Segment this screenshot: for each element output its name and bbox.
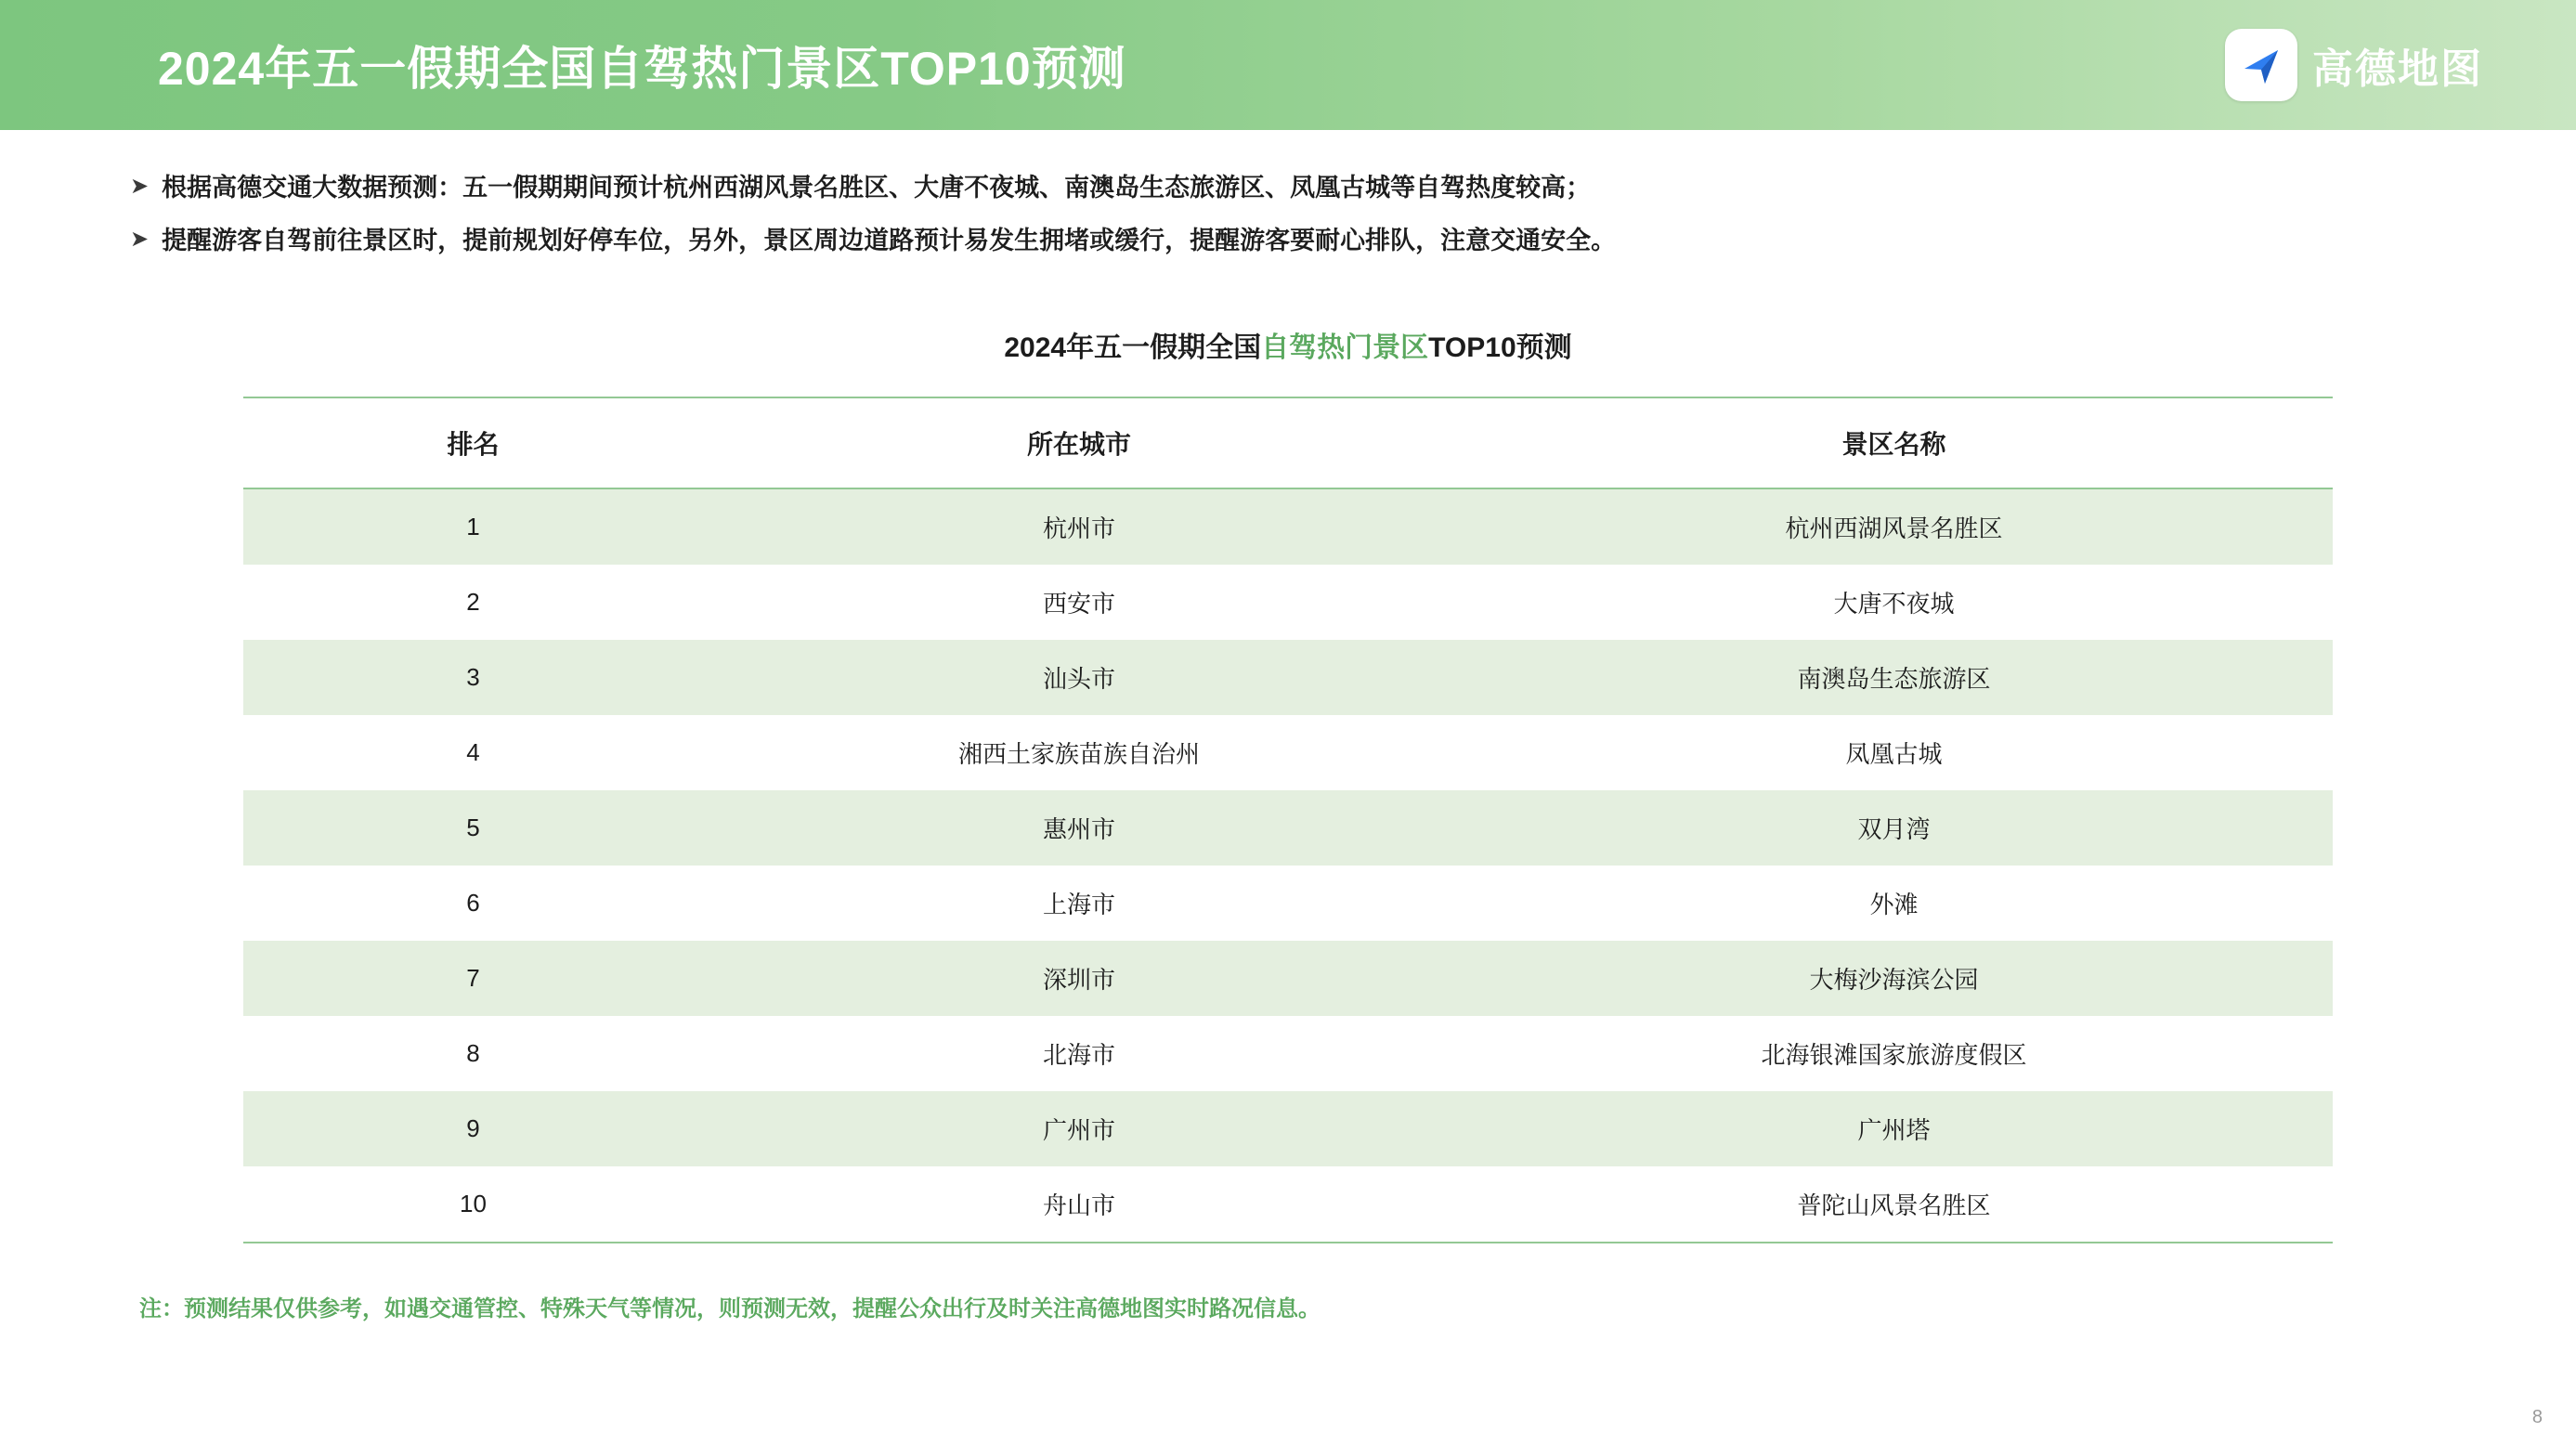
table-row — [243, 866, 2333, 941]
page-header — [0, 0, 2576, 130]
cell-rank: 10 — [243, 1166, 703, 1243]
table-row — [243, 941, 2333, 1016]
cell-city: 北海市 — [1042, 1041, 1115, 1069]
page-title: 2024年五一假期全国自驾热门景区TOP10预测 — [158, 43, 1126, 95]
table-row — [243, 640, 2333, 715]
cell-spot: 南澳岛生态旅游区 — [1455, 640, 2333, 715]
amap-logo-text: 高德地图 — [2312, 46, 2483, 92]
cell-rank: 2 — [466, 588, 480, 616]
cell-city: 湘西土家族苗族自治州 — [957, 740, 1200, 768]
cell-spot: 普陀山风景名胜区 — [1455, 1166, 2333, 1243]
table-header-row — [243, 397, 2333, 488]
table-row — [243, 1166, 2333, 1243]
amap-logo — [2225, 29, 2483, 101]
table-row — [243, 1091, 2333, 1166]
summary-bullets — [130, 169, 2452, 259]
cell-rank: 3 — [243, 640, 703, 715]
column-header-spot: 景区名称 — [1455, 397, 2333, 488]
cell-rank: 9 — [243, 1091, 703, 1166]
table-row — [243, 790, 2333, 866]
cell-spot: 杭州西湖风景名胜区 — [1455, 488, 2333, 565]
cell-city: 汕头市 — [703, 640, 1455, 715]
column-header-rank: 排名 — [243, 397, 703, 488]
bullet-arrow-icon: ➤ — [130, 174, 150, 199]
bullet-text: 提醒游客自驾前往景区时，提前规划好停车位，另外，景区周边道路预计易发生拥堵或缓行，提醒游客要耐心排队，注意交通安全。 — [162, 226, 1617, 254]
cell-rank: 4 — [466, 738, 480, 766]
amap-navigation-arrow-icon — [2225, 29, 2297, 101]
cell-city: 上海市 — [1042, 891, 1115, 918]
cell-spot: 双月湾 — [1455, 790, 2333, 866]
table-row — [243, 488, 2333, 565]
cell-rank: 1 — [243, 488, 703, 565]
cell-city: 深圳市 — [703, 941, 1455, 1016]
table-title — [243, 324, 2333, 365]
cell-rank: 5 — [243, 790, 703, 866]
cell-spot: 广州塔 — [1455, 1091, 2333, 1166]
table-row — [243, 565, 2333, 640]
ranking-table — [243, 397, 2333, 1243]
bullet-item — [130, 222, 2452, 260]
ranking-section — [243, 324, 2333, 1243]
page-number: 8 — [2531, 1407, 2543, 1427]
column-header-city: 所在城市 — [703, 397, 1455, 488]
table-title-suffix: TOP10预测 — [1428, 332, 1572, 363]
cell-rank: 7 — [243, 941, 703, 1016]
table-title-prefix: 2024年五一假期全国 — [1004, 332, 1262, 363]
table-body — [243, 488, 2333, 1243]
cell-rank: 8 — [466, 1039, 480, 1067]
cell-rank: 6 — [466, 889, 480, 917]
bullet-arrow-icon: ➤ — [130, 226, 150, 252]
cell-city: 广州市 — [703, 1091, 1455, 1166]
table-row — [243, 1016, 2333, 1091]
cell-city: 西安市 — [1042, 590, 1115, 618]
bullet-item — [130, 169, 2452, 207]
cell-city: 杭州市 — [703, 488, 1455, 565]
table-title-highlight: 自驾热门景区 — [1261, 332, 1429, 363]
cell-spot: 北海银滩国家旅游度假区 — [1761, 1041, 2027, 1069]
bullet-text: 根据高德交通大数据预测：五一假期期间预计杭州西湖风景名胜区、大唐不夜城、南澳岛生态旅游区、凤凰古城等自驾热度较高； — [162, 174, 1592, 202]
cell-city: 舟山市 — [703, 1166, 1455, 1243]
footnote: 注：预测结果仅供参考，如遇交通管控、特殊天气等情况，则预测无效，提醒公众出行及时关注高德地图实时路况信息。 — [139, 1296, 1321, 1321]
cell-spot: 大梅沙海滨公园 — [1455, 941, 2333, 1016]
table-row — [243, 715, 2333, 790]
cell-spot: 外滩 — [1869, 891, 1919, 918]
cell-spot: 大唐不夜城 — [1833, 590, 1955, 618]
cell-city: 惠州市 — [703, 790, 1455, 866]
cell-spot: 凤凰古城 — [1845, 740, 1943, 768]
